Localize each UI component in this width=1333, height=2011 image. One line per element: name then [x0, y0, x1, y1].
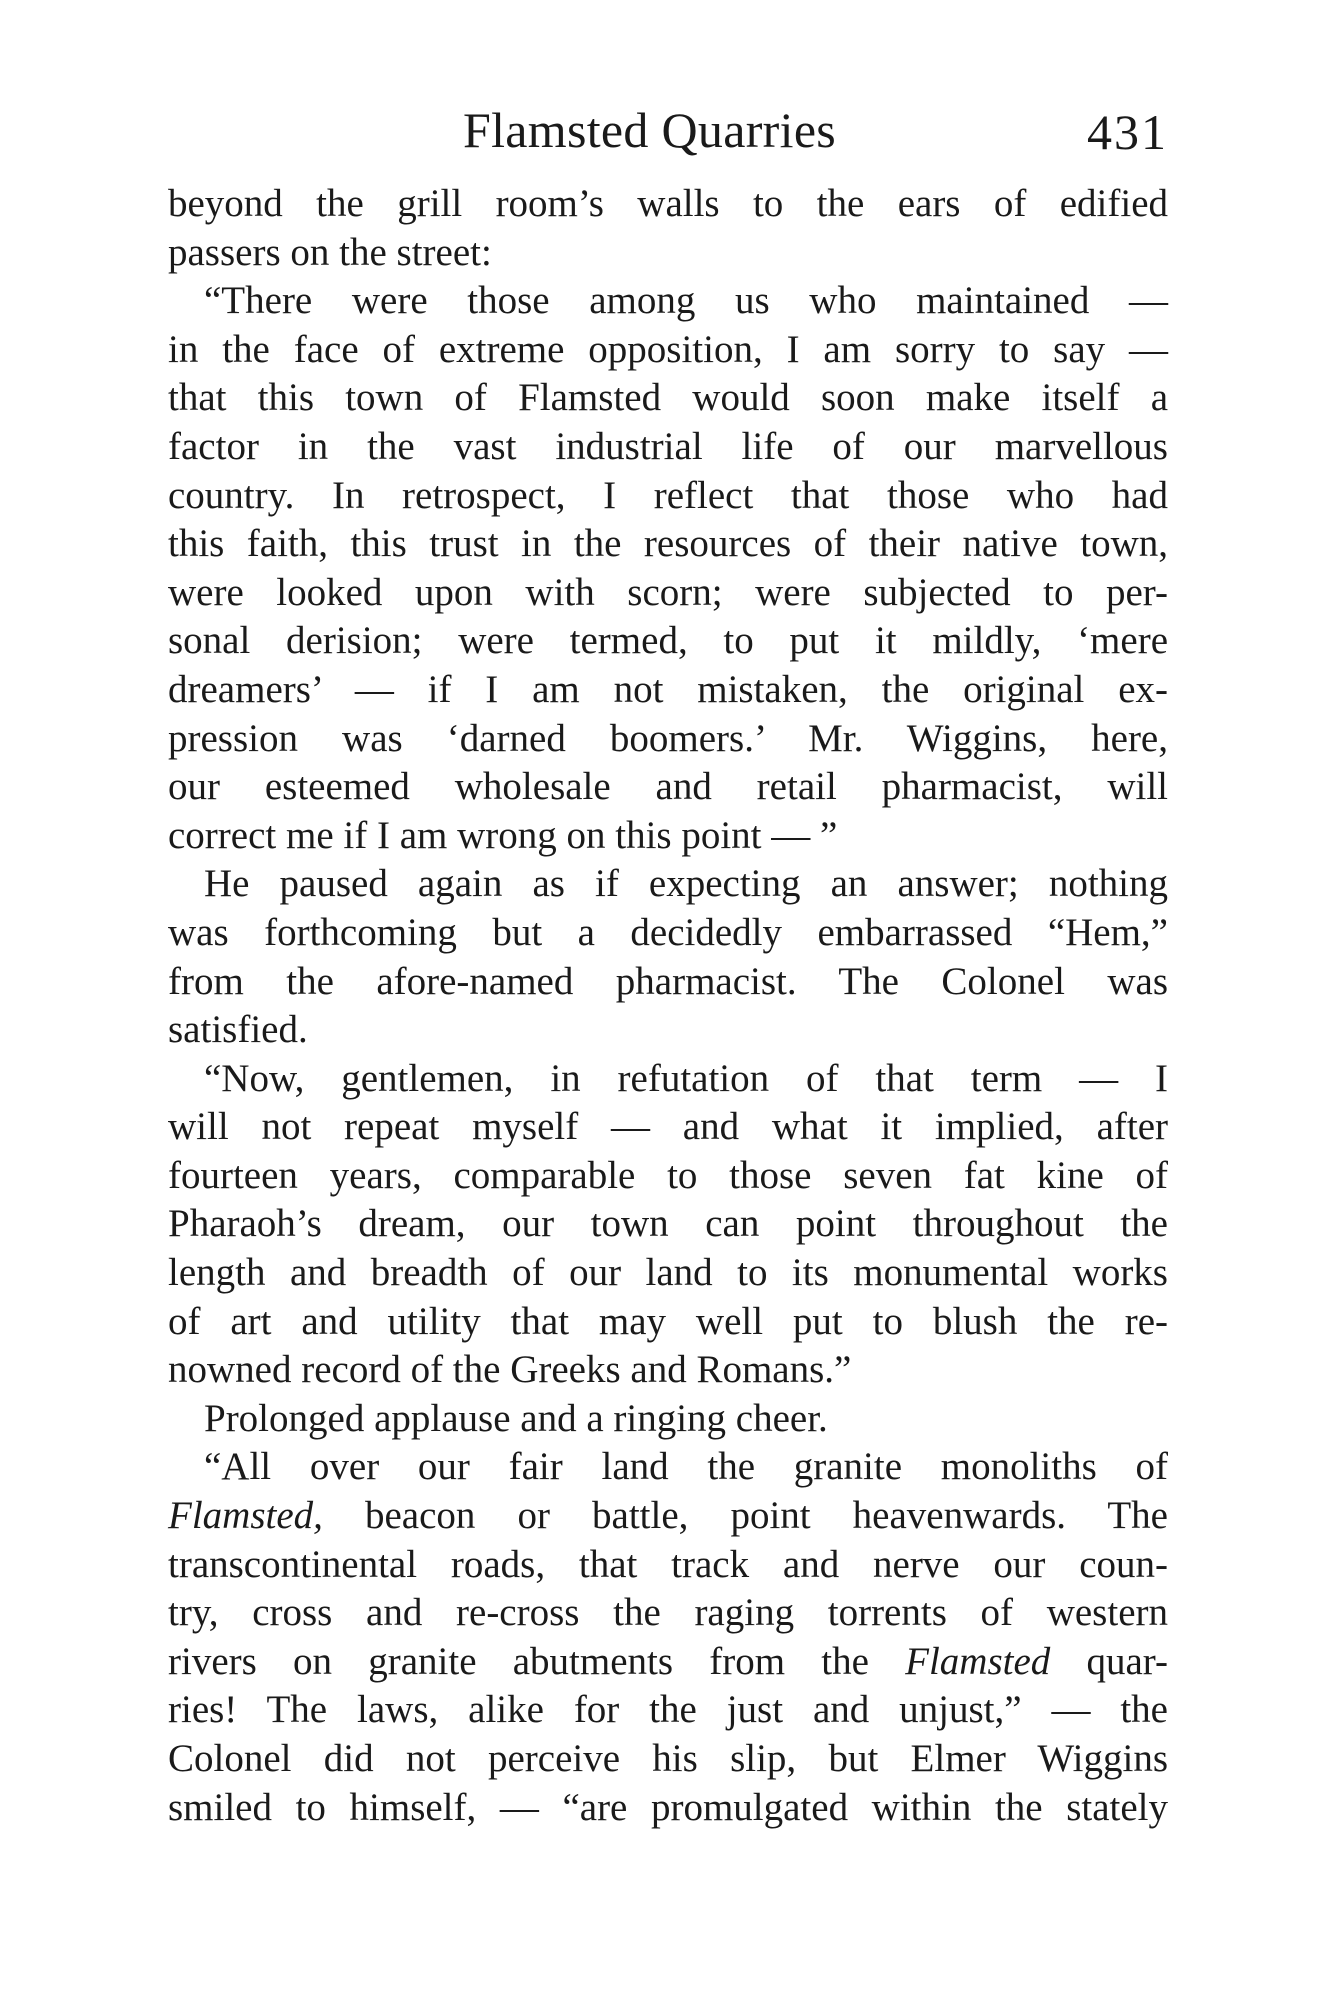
text-line: our esteemed wholesale and retail pharmacist, will — [168, 765, 1168, 809]
text-line-with-italic — [168, 1638, 1168, 1687]
text-line: satisfied. — [168, 1008, 308, 1052]
text-line: length and breadth of our land to its monumental works — [168, 1251, 1168, 1295]
text-line: will not repeat myself — and what it implied, after — [168, 1105, 1168, 1149]
text-line: Pharaoh’s dream, our town can point throughout the — [168, 1202, 1168, 1246]
text-line-with-italic — [168, 1492, 1168, 1541]
text-line: He paused again as if expecting an answer; nothing — [204, 862, 1168, 906]
text-line: fourteen years, comparable to those seven fat kine of — [168, 1153, 1168, 1197]
text-fragment: rivers on granite abutments from the — [168, 1639, 869, 1683]
text-line: try, cross and re-cross the raging torrents of western — [168, 1591, 1168, 1635]
body-text — [168, 180, 1168, 1832]
text-line: correct me if I am wrong on this point — ” — [168, 813, 838, 857]
text-line: factor in the vast industrial life of our marvellous — [168, 424, 1168, 468]
text-line: from the afore-named pharmacist. The Colonel was — [168, 959, 1168, 1003]
text-line: ries! The laws, alike for the just and unjust,” — the — [168, 1688, 1168, 1732]
text-line: that this town of Flamsted would soon make itself a — [168, 376, 1168, 420]
text-line: “All over our fair land the granite monoliths of — [204, 1445, 1168, 1489]
running-title: Flamsted Quarries — [463, 102, 837, 158]
text-line: country. In retrospect, I reflect that those who had — [168, 473, 1168, 517]
page-header — [168, 100, 1168, 180]
text-line: nowned record of the Greeks and Romans.” — [168, 1348, 852, 1392]
text-line: in the face of extreme opposition, I am sorry to say — — [168, 327, 1168, 371]
italic-word: Flamsted, — [168, 1494, 323, 1538]
text-fragment: beacon or battle, point heavenwards. The — [364, 1494, 1168, 1538]
text-line: smiled to himself, — “are promulgated within the stately — [168, 1785, 1168, 1829]
text-line: of art and utility that may well put to blush the re- — [168, 1299, 1168, 1343]
text-line: Colonel did not perceive his slip, but Elmer Wiggins — [168, 1737, 1168, 1780]
text-line: beyond the grill room’s walls to the ears of edified — [168, 182, 1168, 225]
text-line: were looked upon with scorn; were subjected to per- — [168, 570, 1168, 614]
text-line: this faith, this trust in the resources of their native town, — [168, 522, 1168, 566]
text-line: “Now, gentlemen, in refutation of that term — I — [204, 1056, 1168, 1100]
page-number: 431 — [1087, 104, 1168, 160]
text-line: Prolonged applause and a ringing cheer. — [204, 1396, 828, 1440]
text-line: dreamers’ — if I am not mistaken, the original ex- — [168, 667, 1168, 711]
text-line: pression was ‘darned boomers.’ Mr. Wiggins, here, — [168, 716, 1168, 760]
text-line: was forthcoming but a decidedly embarrassed “Hem,” — [168, 910, 1168, 954]
italic-word: Flamsted — [905, 1639, 1051, 1683]
text-fragment: quar- — [1086, 1639, 1169, 1683]
text-line: passers on the street: — [168, 230, 492, 274]
text-line: sonal derision; were termed, to put it mildly, ‘mere — [168, 619, 1168, 663]
text-line: transcontinental roads, that track and nerve our coun- — [168, 1542, 1168, 1586]
text-line: “There were those among us who maintained — — [204, 279, 1168, 323]
